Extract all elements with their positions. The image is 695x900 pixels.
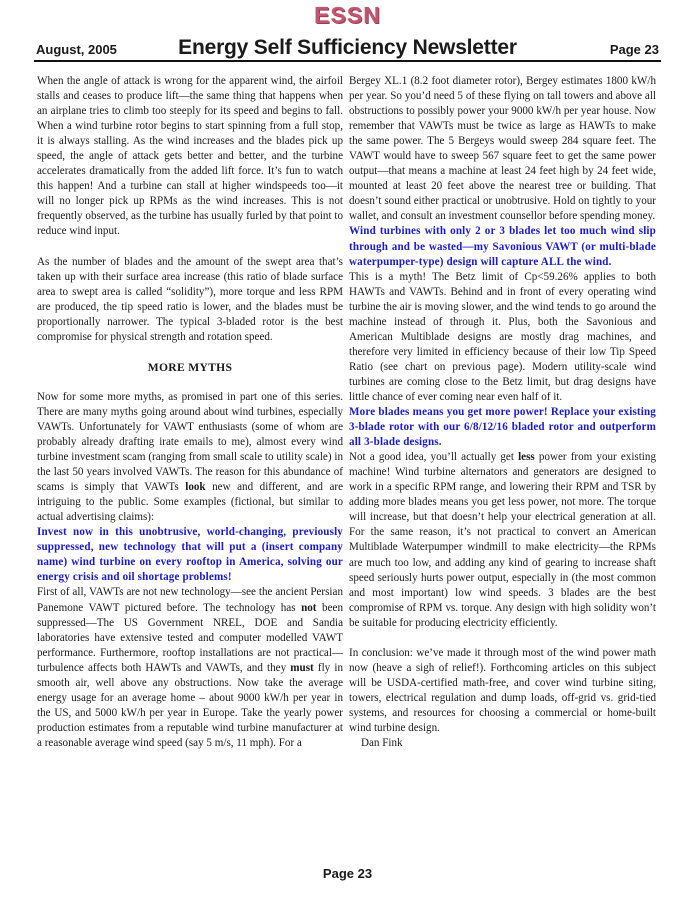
right-column [349, 74, 656, 751]
text-run: Not a good idea, you’ll actually get [349, 451, 519, 464]
newsletter-title: Energy Self Sufficiency Newsletter [178, 36, 517, 59]
text-run: fly in smooth air, well above any obstructions. Now take the average energy usage for an average home – about 9000 kW/h per year in the US, and 5000 kW/h per year in Europe. Take the yearly power production estimates from a reputable wind turbine manufacturer at a reasonable average wind speed (say 5 m/s, 11 mph). For a [37, 661, 344, 749]
paragraph-betz: This is a myth! The Betz limit of Cp<59.26% applies to both HAWTs and VAWTs. Behind and in front of every operating wind turbine the air is moving slower, and the wind tends to go around the machine instead of through it. Plus, both the Savonious and American Multiblade designs are mostly drag machines, and therefore very limited in efficiency because of their low Tip Speed Ratio (see chart on previous page). Modern utility-scale wind turbines are coming close to the Betz limit, but drag designs have little chance of ever coming near even half of it. [349, 270, 656, 403]
bold-must: must [290, 661, 314, 674]
paragraph-stall: When the angle of attack is wrong for the apparent wind, the airfoil stalls and ceases to produce lift—the same thing that happens when an airplane tries to climb too steeply for its speed and begins to fall. When a wind turbine rotor begins to start spinning from a full stop, it is always stalling. As the wind increases and the blades pick up speed, the angle of attack gets better and better, and the turbine accelerates dramatically from the added lift force. It’s fun to watch this happen! And a turbine can stall at higher windspeeds too—it will no longer pick up RPMs as the wind increases. This is not frequently observed, as the turbine has usually furled by that point to reduce wind input. [37, 75, 343, 238]
author-signature: Dan Fink [361, 737, 403, 750]
paragraph-conclusion: In conclusion: we’ve made it through most of the wind power math now (heave a sigh of relief!). Forthcoming articles on this subject will be USDA-certified math-free, and cover wind turbine siting, towers, electrical regulation and dump loads, off-grid vs. grid-tied systems, and resources for choosing a commercial or home-built wind turbine design. [349, 646, 656, 734]
text-run: been suppressed—The US Government NREL, DOE and Sandia laboratories have extensive tested and computer modelled VAWT performance. Furthermore, rooftop installations are not practical—turbulence affects both HAWTs and VAWTs, and they [37, 601, 343, 674]
bold-less: less [518, 451, 535, 464]
bold-not: not [301, 601, 317, 614]
footer-page-number: Page 23 [322, 866, 373, 881]
paragraph-bergey: Bergey XL.1 (8.2 foot diameter rotor), Bergey estimates 1800 kW/h per year. So you’d need 5 of these flying on tall towers and above all obstructions to possibly power your 9000 kW/h per year house. Now remember that VAWTs must be twice as large as HAWTs to make the same power. The 5 Bergeys would sweep 284 square feet. The VAWT would have to sweep 567 square feet to get the same power output—that means a machine at least 24 feet high by 24 feet wide, mounted at least 20 feet above the nearest tree or building. That doesn’t sound either practical or unobtrusive. Hold on tightly to your wallet, and consult an investment counsellor before spending money. [349, 75, 656, 223]
text-run: new and different, and are intriguing to the public. Some examples (fictional, but similar to actual advertising claims): [37, 481, 343, 524]
section-heading-more-myths: MORE MYTHS [147, 360, 233, 374]
text-run: Now for some more myths, as promised in part one of this series. There are many myths going around about wind turbines, especially VAWTs. Unfortunately for VAWT enthusiasts (some of whom are probably already drafting irate emails to me), almost every wind turbine investment scam (ranging from small scale to utility scale) in the last 50 years involved VAWTs. The reason for this abundance of scams is simply that VAWTs [37, 390, 343, 494]
myth-claim-savonius: Wind turbines with only 2 or 3 blades let too much wind slip through and be wasted—my Savonious VAWT (or multi-blade waterpumper-type) design will capture ALL the wind. [349, 225, 656, 268]
header-page-number: Page 23 [609, 42, 659, 57]
text-run: First of all, VAWTs are not new technology—see the ancient Persian Panemone VAWT pictured before. The technology has [37, 586, 343, 614]
myth-claim-rooftop: Invest now in this unobtrusive, world-changing, previously suppressed, new technology that will put a (insert company name) wind turbine on every rooftop in America, solving our energy crisis and oil shortage problems! [37, 526, 343, 584]
paragraph-vawt-rebuttal [37, 585, 343, 751]
myth-claim-more-blades: More blades means you get more power! Replace your existing 3-blade rotor with our 6/8/12/16 bladed rotor and outperform all 3-blade designs. [349, 406, 656, 449]
paragraph-solidity: As the number of blades and the amount of the swept area that’s taken up with their surface area increase (this ratio of blade surface area to swept area is called “solidity”), more torque and less RPM are produced, the tip speed ratio is lower, and the blades must be proportionally narrower. The typical 3-bladed rotor is the best compromise for physical strength and rotation speed. [37, 255, 343, 343]
bold-look: look [185, 481, 206, 494]
paragraph-myths-intro [37, 390, 343, 525]
paragraph-less-power [349, 450, 656, 631]
text-run: power from your existing machine! Wind turbine alternators and generators are designed to work in a specific RPM range, and lowering their RPM and TSR by adding more blades means you get less power, not more. The torque will increase, but that doesn’t help your electrical generation at all. For the same reason, it’s not practical to convert an American Multiblade Waterpumper windmill to make electricity—the RPMs are much too low, and adding any kind of gearing to increase shaft speed seriously hurts power output, especially in (the most common and most important) low wind speeds. 3 blades are the best compromise of RPM vs. torque. Any design with high solidity won’t be suitable for producing electricity efficiently. [349, 451, 656, 629]
left-column [37, 74, 343, 751]
newsletter-header [34, 34, 661, 62]
issue-date: August, 2005 [36, 42, 117, 57]
essn-logo: ESSN [314, 2, 381, 28]
